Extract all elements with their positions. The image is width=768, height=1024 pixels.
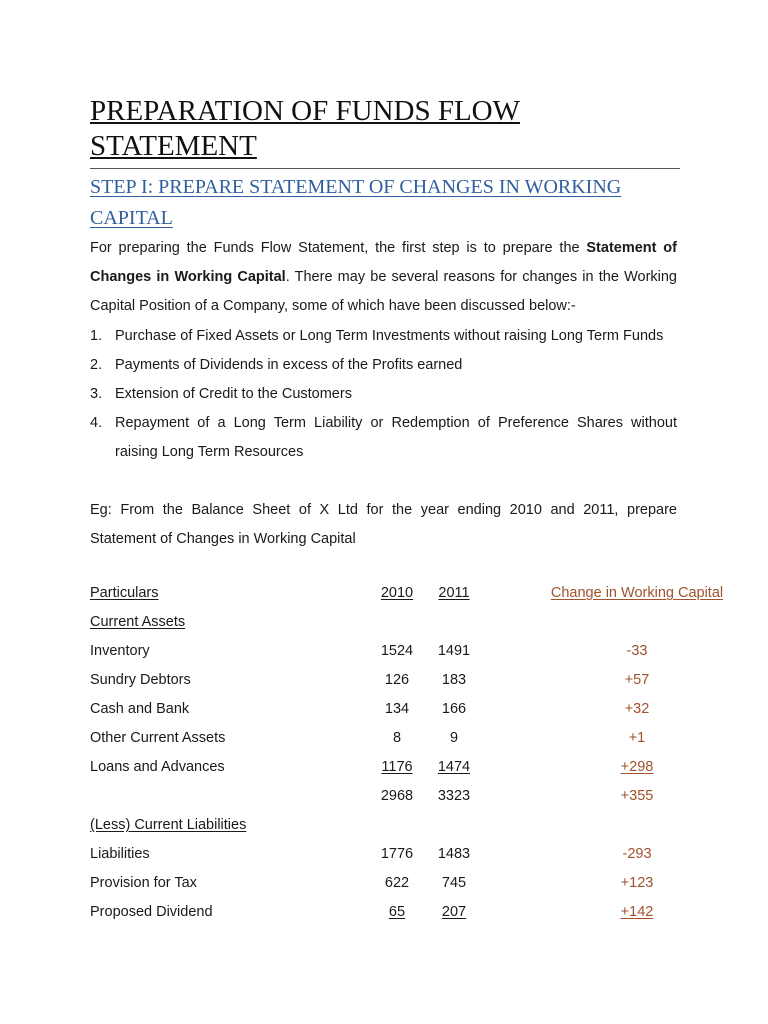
step-heading: STEP I: PREPARE STATEMENT OF CHANGES IN WORKING CAPITAL — [90, 176, 622, 229]
section-label-current-assets: Current Assets — [90, 614, 186, 630]
table-row: Proposed Dividend 65 207 +142 — [90, 904, 654, 920]
intro-paragraph: For preparing the Funds Flow Statement, the first step is to prepare the Statement of Changes in Working Capital. There may be several reasons for changes in the Working Capital Position of a Company, some of which have been discussed below:- — [90, 240, 677, 314]
table-row: Liabilities 1776 1483 -293 — [90, 846, 652, 862]
table-row: Loans and Advances 1176 1474 +298 — [90, 759, 654, 775]
table-row: Inventory 1524 1491 -33 — [90, 643, 648, 659]
example-paragraph: Eg: From the Balance Sheet of X Ltd for the year ending 2010 and 2011, prepare Statement of Changes in Working Capital — [90, 502, 677, 547]
table-header-row — [0, 579, 768, 608]
list-item: 1. Purchase of Fixed Assets or Long Term Investments without raising Long Term Funds — [90, 328, 664, 344]
list-item: 2. Payments of Dividends in excess of the Profits earned — [90, 357, 463, 373]
header-particulars: Particulars — [90, 585, 159, 601]
list-item: 3. Extension of Credit to the Customers — [90, 386, 352, 402]
section-label-liabilities: (Less) Current Liabilities — [90, 817, 247, 833]
reasons-list — [90, 322, 677, 467]
table-row: Cash and Bank 134 166 +32 — [90, 701, 650, 717]
assets-total-row: 2968 3323 +355 — [380, 788, 654, 804]
list-item: 4. Repayment of a Long Term Liability or Redemption of Preference Shares without raising Long Term Resources — [90, 415, 677, 460]
header-2011: 2011 — [438, 585, 470, 601]
table-row: Other Current Assets 8 9 +1 — [90, 730, 646, 746]
intro-bold-term: Statement of Changes in Working Capital — [90, 240, 677, 285]
working-capital-table — [0, 579, 768, 927]
header-change: Change in Working Capital — [550, 585, 724, 601]
header-2010: 2010 — [380, 585, 414, 601]
table-row: Provision for Tax 622 745 +123 — [90, 875, 654, 891]
title-divider — [90, 168, 680, 169]
table-row: Sundry Debtors 126 183 +57 — [90, 672, 650, 688]
page-title: PREPARATION OF FUNDS FLOW STATEMENT — [90, 95, 520, 162]
